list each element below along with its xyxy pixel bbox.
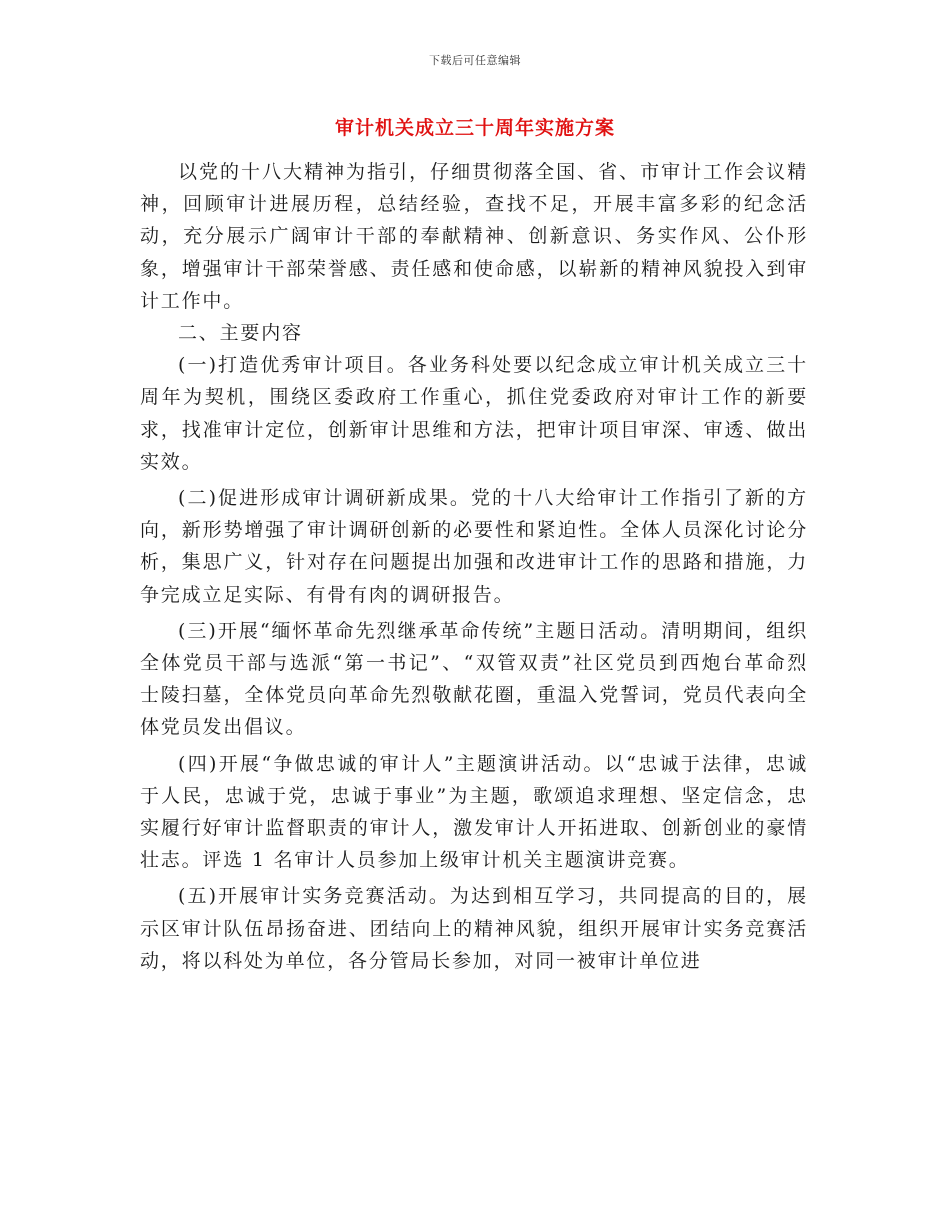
paragraph-item-5: (五)开展审计实务竞赛活动。为达到相互学习，共同提高的目的，展示区审计队伍昂扬奋进、团结向上的精神风貌，组织开展审计实务竞赛活动，将以科处为单位，各分管局长参加，对同一被审计单位进	[140, 885, 808, 972]
paragraph-item-1: (一)打造优秀审计项目。各业务科处要以纪念成立审计机关成立三十周年为契机，围绕区委政府工作重心，抓住党委政府对审计工作的新要求，找准审计定位，创新审计思维和方法，把审计项目审深、审透、做出实效。	[140, 354, 808, 473]
paragraph-item-3: (三)开展“缅怀革命先烈继承革命传统”主题日活动。清明期间，组织全体党员干部与选派“第一书记”、“双管双责”社区党员到西炮台革命烈士陵扫墓，全体党员向革命先烈敬献花圈，重温入党誓词，党员代表向全体党员发出倡议。	[140, 619, 808, 739]
paragraph-item-4: (四)开展“争做忠诚的审计人”主题演讲活动。以“忠诚于法律，忠诚于人民，忠诚于党，忠诚于事业”为主题，歌颂追求理想、坚定信念，忠实履行好审计监督职责的审计人，激发审计人开拓进取、创新创业的豪情壮志。评选 1 名审计人员参加上级审计机关主题演讲竞赛。	[140, 752, 808, 872]
paragraph-intro: 以党的十八大精神为指引，仔细贯彻落全国、省、市审计工作会议精神，回顾审计进展历程，总结经验，查找不足，开展丰富多彩的纪念活动，充分展示广阔审计干部的奉献精神、创新意识、务实作风、公仆形象，增强审计干部荣誉感、责任感和使命感，以崭新的精神风貌投入到审计工作中。	[140, 161, 808, 312]
document-title: 审计机关成立三十周年实施方案	[334, 117, 615, 139]
section-heading-main-content: 二、主要内容	[178, 322, 303, 345]
paragraph-item-2: (二)促进形成审计调研新成果。党的十八大给审计工作指引了新的方向，新形势增强了审计调研创新的必要性和紧迫性。全体人员深化讨论分析，集思广义，针对存在问题提出加强和改进审计工作的思路和措施，力争完成立足实际、有骨有肉的调研报告。	[140, 487, 808, 606]
header-note: 下载后可任意编辑	[429, 54, 521, 67]
document-body	[140, 156, 808, 977]
